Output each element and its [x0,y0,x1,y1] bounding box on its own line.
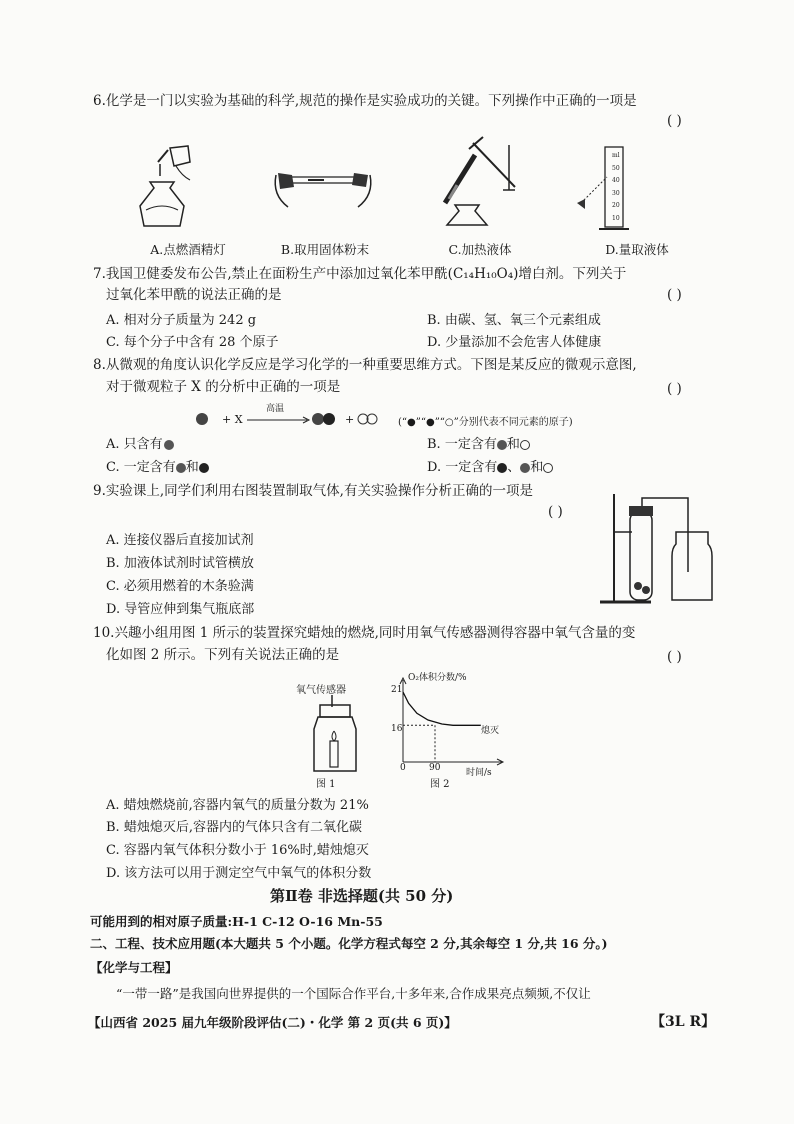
atom-black-icon [199,463,209,473]
atom-grey-icon [176,463,186,473]
atom-dark-grey [196,413,208,425]
q6-alcohol-lamp-a-figure [130,140,200,235]
q8-option-d-sep: 、 [507,460,521,475]
q8-option-d [427,456,553,475]
q8-answer-paren: ( ) [667,381,682,397]
footer-left: 【山西省 2025 届九年级阶段评估(二)・化学 第 2 页(共 6 页)】 [88,1015,457,1030]
q8-option-c-text: C. 一定含有 [106,460,176,475]
q8-plus-x: + X [222,413,243,426]
cyl-mark: 30 [612,189,620,197]
q8-option-d-tail: 和 [530,460,544,475]
chart-ylabel: O₂体积分数/% [408,673,467,683]
q6-stem: 6.化学是一门以实验为基础的科学,规范的操作是实验成功的关键。下列操作中正确的一项是 [93,93,637,109]
candle [330,741,338,767]
q7-option-d: D. 少量添加不会危害人体健康 [427,335,602,350]
q6-heating-c-figure [435,135,525,235]
chart-xtick-90: 90 [429,763,441,773]
section2-title: 第Ⅱ卷 非选择题(共 50 分) [270,887,454,905]
q10-answer-paren: ( ) [667,649,682,665]
q7-stem-line2: 过氧化苯甲酰的说法正确的是 [106,287,282,303]
atomic-mass-line: 可能用到的相对原子质量:H-1 C-12 O-16 Mn-55 [90,914,383,929]
q8-plus: + [345,413,355,426]
q10-option-d: D. 该方法可以用于测定空气中氧气的体积分数 [106,866,372,881]
q9-option-b: B. 加液体试剂时试管横放 [106,556,254,571]
q10-sensor-label: 氧气传感器 [296,685,346,696]
q9-option-c: C. 必须用燃着的木条验满 [106,579,254,594]
q9-option-a: A. 连接仪器后直接加试剂 [106,533,254,548]
q10-stem-line2: 化如图 2 所示。下列有关说法正确的是 [106,647,340,663]
q9-option-d: D. 导管应伸到集气瓶底部 [106,602,255,617]
q7-option-b: B. 由碳、氢、氧三个元素组成 [427,313,601,328]
q6-answer-paren: ( ) [667,113,682,129]
q8-option-c [106,456,209,475]
cyl-mark: ml [612,152,620,159]
q8-option-c-tail: 和 [185,460,199,475]
q7-answer-paren: ( ) [667,287,682,303]
chart-ytick-16: 16 [391,724,403,734]
cyl-mark: 50 [612,164,620,172]
q6-powder-b-figure [268,155,378,215]
q6-option-a: A.点燃酒精灯 [150,242,226,257]
q6-option-d: D.量取液体 [605,242,669,257]
q7-option-a: A. 相对分子质量为 242 g [106,313,257,328]
part2-heading: 二、工程、技术应用题(本大题共 5 个小题。化学方程式每空 2 分,其余每空 1 分,共 16 分。) [90,936,608,951]
q8-option-b-tail: 和 [506,437,520,452]
q10-option-a: A. 蜡烛燃烧前,容器内氧气的质量分数为 21% [106,798,369,813]
gas-collecting-bottle [672,532,712,600]
q9-stem: 9.实验课上,同学们利用右图装置制取气体,有关实验操作分析正确的一项是 [93,483,533,499]
q8-stem-line2: 对于微观粒子 X 的分析中正确的一项是 [106,379,341,395]
q8-option-b [427,433,530,452]
q8-condition: 高温 [266,404,285,414]
q6-option-c: C.加热液体 [448,242,512,257]
atom-grey-icon [497,440,507,450]
cyl-mark: 10 [612,214,620,222]
q8-option-b-text: B. 一定含有 [427,437,497,452]
q9-apparatus-figure [596,492,721,607]
q8-option-a [106,433,174,452]
q10-fig1-label: 图 1 [316,779,336,790]
atom-black-icon [497,463,507,473]
o2-series-line [403,692,481,725]
chart-xlabel: 时间/s [466,768,492,778]
atom-white-icon [520,440,530,450]
q6-option-b: B.取用固体粉末 [280,242,370,257]
belt-road-paragraph: “一带一路”是我国向世界提供的一个国际合作平台,十多年来,合作成果亮点频频,不仅让 [116,986,591,1001]
atom-white-icon [543,463,553,473]
q8-legend: (“●”“●”“○”分别代表不同元素的原子) [398,417,573,428]
q9-answer-paren: ( ) [548,504,563,520]
q10-option-c: C. 容器内氧气体积分数小于 16%时,蜡烛熄灭 [106,843,369,858]
cyl-mark: 20 [612,202,620,209]
q8-option-d-text: D. 一定含有 [427,460,498,475]
q10-option-b: B. 蜡烛熄灭后,容器内的气体只含有二氧化碳 [106,820,362,835]
atom-grey-icon [520,463,530,473]
atom-grey-icon [164,440,174,450]
q8-option-a-text: A. 只含有 [106,437,163,452]
cyl-mark: 40 [612,177,620,184]
q10-fig1-jar [300,695,370,775]
chart-annotation: 熄灭 [481,726,500,736]
q7-option-c: C. 每个分子中含有 28 个原子 [106,335,279,350]
q6-cylinder-scale [612,150,632,225]
footer-right: 【3L R】 [651,1014,716,1030]
chart-ytick-21: 21 [391,685,403,695]
chart-xtick-0: 0 [400,763,406,773]
q10-fig2-label: 图 2 [430,779,450,790]
q7-stem-line1: 7.我国卫健委发布公告,禁止在面粉生产中添加过氧化苯甲酰(C₁₄H₁₀O₄)增白剂。下列关于 [93,266,627,282]
q10-stem-line1: 10.兴趣小组用图 1 所示的装置探究蜡烛的燃烧,同时用氧气传感器测得容器中氧气含量的变 [93,625,636,641]
chem-engineering-tag: 【化学与工程】 [90,960,178,975]
q8-stem-line1: 8.从微观的角度认识化学反应是学习化学的一种重要思维方式。下图是某反应的微观示意图, [93,357,637,373]
